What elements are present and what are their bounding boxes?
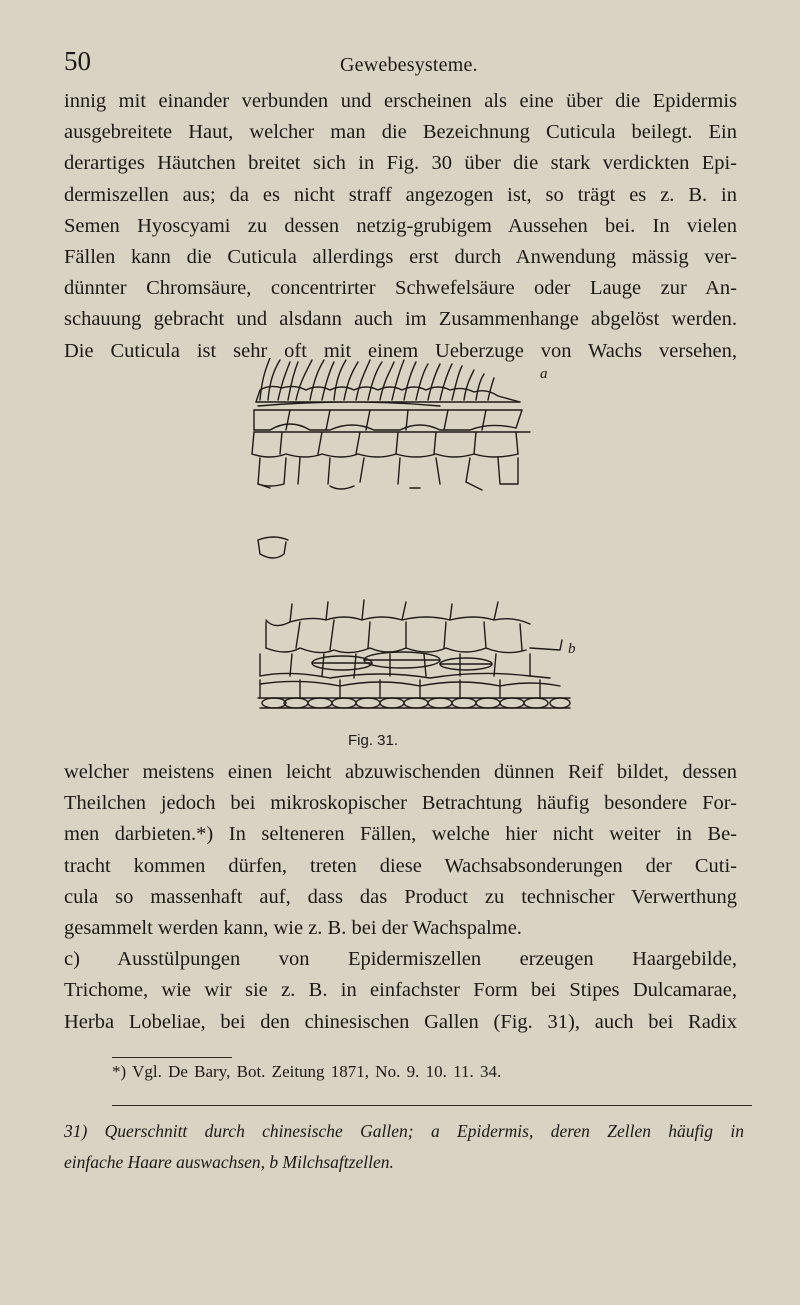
text-line: cula so massenhaft auf, dass das Product zu technischer Verwerthung	[64, 885, 737, 908]
text-line: Fällen kann die Cuticula allerdings erst durch Anwendung mässig ver-	[64, 245, 737, 268]
text-line: dermiszellen aus; da es nicht straff angezogen ist, so trägt es z. B. in	[64, 183, 737, 206]
gall-cross-section-drawing	[230, 358, 600, 723]
running-head: Gewebesysteme.	[340, 54, 478, 76]
footnote: *) Vgl. De Bary, Bot. Zeitung 1871, No. 9. 10. 11. 34.	[112, 1062, 502, 1081]
legend-line: einfache Haare auswachsen, b Milchsaftzellen.	[64, 1152, 394, 1172]
figure-label-b: b	[568, 641, 576, 657]
body-paragraph-bottom	[64, 757, 737, 1038]
text-line: tracht kommen dürfen, treten diese Wachsabsonderungen der Cuti-	[64, 854, 737, 877]
lower-section-milk-sap-cells	[258, 600, 570, 708]
page-number: 50	[64, 46, 91, 76]
figure-legend	[64, 1116, 744, 1178]
text-line: Die Cuticula ist sehr oft mit einem Ueberzuge von Wachs versehen,	[64, 339, 737, 362]
page-header	[0, 46, 800, 86]
text-line: schauung gebracht und alsdann auch im Zusammenhange abgelöst werden.	[64, 308, 737, 331]
text-line: Theilchen jedoch bei mikroskopischer Betrachtung häufig besondere For-	[64, 792, 737, 815]
text-line: men darbieten.*) In selteneren Fällen, welche hier nicht weiter in Be-	[64, 823, 737, 846]
footnote-divider	[112, 1057, 232, 1058]
text-line: dünnter Chromsäure, concentrirter Schwefelsäure oder Lauge zur An-	[64, 277, 737, 300]
text-line: ausgebreitete Haut, welcher man die Bezeichnung Cuticula beilegt. Ein	[64, 121, 737, 144]
text-line: gesammelt werden kann, wie z. B. bei der Wachspalme.	[64, 916, 522, 939]
body-paragraph-top	[64, 86, 737, 367]
figure-31-illustration	[230, 358, 600, 723]
text-line: derartiges Häutchen breitet sich in Fig. 30 über die stark verdickten Epi-	[64, 152, 737, 175]
text-line: Semen Hyoscyami zu dessen netzig-grubigem Aussehen bei. In vielen	[64, 214, 737, 237]
upper-section-epidermis	[252, 358, 530, 558]
text-line: welcher meistens einen leicht abzuwischenden dünnen Reif bildet, dessen	[64, 761, 737, 783]
text-line: Herba Lobeliae, bei den chinesischen Gallen (Fig. 31), auch bei Radix	[64, 1010, 737, 1033]
figure-caption: Fig. 31.	[348, 732, 399, 749]
legend-line: 31) Querschnitt durch chinesische Gallen; a Epidermis, deren Zellen häufig in	[64, 1121, 744, 1141]
caption-divider	[112, 1105, 752, 1106]
figure-label-a: a	[540, 366, 548, 382]
text-line: innig mit einander verbunden und erscheinen als eine über die Epidermis	[64, 90, 737, 112]
text-line: c) Ausstülpungen von Epidermiszellen erzeugen Haargebilde,	[64, 948, 737, 971]
text-line: Trichome, wie wir sie z. B. in einfachster Form bei Stipes Dulcamarae,	[64, 979, 737, 1002]
